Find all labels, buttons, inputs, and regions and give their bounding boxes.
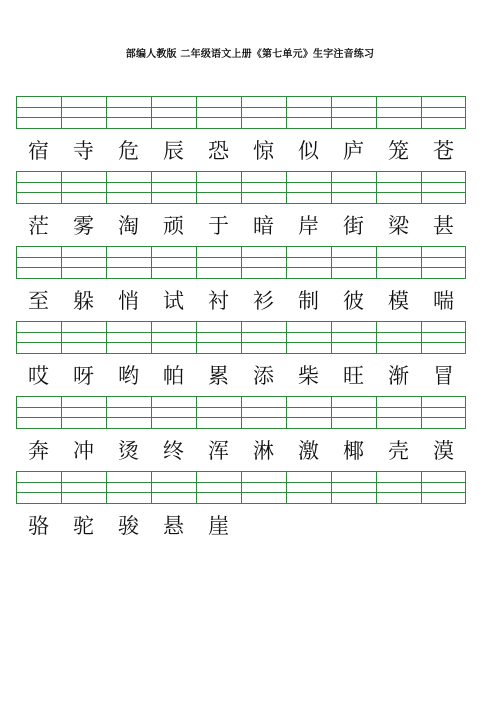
character: 渐 — [388, 364, 409, 388]
character: 彼 — [343, 289, 364, 313]
pinyin-writing-cell — [421, 471, 466, 504]
character: 辰 — [163, 139, 184, 163]
character: 终 — [163, 439, 184, 463]
pinyin-writing-cell — [196, 396, 241, 429]
character: 茫 — [28, 214, 49, 238]
pinyin-writing-cell — [376, 471, 421, 504]
character: 梁 — [388, 214, 409, 238]
character: 呀 — [73, 364, 94, 388]
pinyin-writing-cell — [286, 96, 331, 129]
pinyin-writing-cell — [331, 321, 376, 354]
pinyin-writing-cell — [241, 471, 286, 504]
character: 驼 — [73, 514, 94, 538]
exercise-group — [16, 171, 466, 246]
character: 笼 — [388, 139, 409, 163]
pinyin-writing-cell — [331, 246, 376, 279]
character: 悄 — [118, 289, 139, 313]
character: 添 — [253, 364, 274, 388]
pinyin-writing-cell — [16, 246, 61, 279]
pinyin-writing-cell — [286, 246, 331, 279]
pinyin-grid-row — [16, 471, 466, 504]
character: 苍 — [433, 139, 454, 163]
exercise-group — [16, 321, 466, 396]
character: 宿 — [28, 139, 49, 163]
character: 喘 — [433, 289, 454, 313]
pinyin-writing-cell — [196, 96, 241, 129]
character: 模 — [388, 289, 409, 313]
character: 淋 — [253, 439, 274, 463]
pinyin-writing-cell — [16, 96, 61, 129]
pinyin-writing-cell — [16, 321, 61, 354]
character: 哎 — [28, 364, 49, 388]
pinyin-writing-cell — [421, 396, 466, 429]
pinyin-writing-cell — [16, 171, 61, 204]
character: 岸 — [298, 214, 319, 238]
pinyin-writing-cell — [106, 171, 151, 204]
pinyin-writing-cell — [106, 96, 151, 129]
exercise-group — [16, 246, 466, 321]
character-row — [16, 361, 466, 391]
character: 烫 — [118, 439, 139, 463]
character: 街 — [343, 214, 364, 238]
character: 衫 — [253, 289, 274, 313]
character: 激 — [298, 439, 319, 463]
character: 骏 — [118, 514, 139, 538]
pinyin-writing-cell — [106, 246, 151, 279]
character: 哟 — [118, 364, 139, 388]
character: 暗 — [253, 214, 274, 238]
character: 奔 — [28, 439, 49, 463]
character-row — [16, 211, 466, 241]
character: 甚 — [433, 214, 454, 238]
character: 于 — [208, 214, 229, 238]
pinyin-writing-cell — [151, 96, 196, 129]
character: 危 — [118, 139, 139, 163]
character: 似 — [298, 139, 319, 163]
character: 淘 — [118, 214, 139, 238]
pinyin-exercise — [16, 96, 466, 546]
worksheet-title: 部编人教版 二年级语文上册《第七单元》生字注音练习 — [125, 49, 375, 60]
character: 浑 — [208, 439, 229, 463]
pinyin-writing-cell — [331, 96, 376, 129]
character: 椰 — [343, 439, 364, 463]
character: 寺 — [73, 139, 94, 163]
pinyin-writing-cell — [241, 96, 286, 129]
pinyin-writing-cell — [151, 246, 196, 279]
pinyin-writing-cell — [376, 321, 421, 354]
pinyin-writing-cell — [61, 96, 106, 129]
character: 躲 — [73, 289, 94, 313]
exercise-group — [16, 471, 466, 546]
pinyin-writing-cell — [286, 396, 331, 429]
pinyin-writing-cell — [331, 171, 376, 204]
character: 崖 — [208, 514, 229, 538]
pinyin-writing-cell — [376, 171, 421, 204]
character: 壳 — [388, 439, 409, 463]
pinyin-grid-row — [16, 246, 466, 279]
pinyin-writing-cell — [106, 396, 151, 429]
pinyin-writing-cell — [286, 171, 331, 204]
pinyin-grid-row — [16, 96, 466, 129]
pinyin-writing-cell — [376, 246, 421, 279]
character: 悬 — [163, 514, 184, 538]
character: 骆 — [28, 514, 49, 538]
character: 雾 — [73, 214, 94, 238]
pinyin-writing-cell — [151, 396, 196, 429]
pinyin-writing-cell — [421, 321, 466, 354]
character-row — [16, 136, 466, 166]
pinyin-writing-cell — [61, 396, 106, 429]
pinyin-writing-cell — [61, 471, 106, 504]
pinyin-writing-cell — [331, 396, 376, 429]
pinyin-writing-cell — [61, 171, 106, 204]
pinyin-writing-cell — [151, 471, 196, 504]
character-row — [16, 286, 466, 316]
pinyin-grid-row — [16, 396, 466, 429]
pinyin-writing-cell — [16, 471, 61, 504]
pinyin-writing-cell — [16, 396, 61, 429]
pinyin-writing-cell — [196, 321, 241, 354]
exercise-group — [16, 96, 466, 171]
character: 恐 — [208, 139, 229, 163]
pinyin-writing-cell — [151, 171, 196, 204]
pinyin-writing-cell — [376, 96, 421, 129]
pinyin-writing-cell — [61, 321, 106, 354]
pinyin-writing-cell — [106, 471, 151, 504]
pinyin-writing-cell — [196, 171, 241, 204]
character: 惊 — [253, 139, 274, 163]
pinyin-writing-cell — [241, 321, 286, 354]
character: 旺 — [343, 364, 364, 388]
pinyin-writing-cell — [376, 396, 421, 429]
character: 衬 — [208, 289, 229, 313]
character: 至 — [28, 289, 49, 313]
character: 庐 — [343, 139, 364, 163]
character: 冒 — [433, 364, 454, 388]
character: 柴 — [298, 364, 319, 388]
pinyin-grid-row — [16, 321, 466, 354]
pinyin-grid-row — [16, 171, 466, 204]
character: 累 — [208, 364, 229, 388]
character: 冲 — [73, 439, 94, 463]
pinyin-writing-cell — [421, 246, 466, 279]
pinyin-writing-cell — [286, 471, 331, 504]
pinyin-writing-cell — [61, 246, 106, 279]
pinyin-writing-cell — [151, 321, 196, 354]
pinyin-writing-cell — [196, 246, 241, 279]
pinyin-writing-cell — [106, 321, 151, 354]
character-row — [16, 436, 466, 466]
character: 帕 — [163, 364, 184, 388]
character: 试 — [163, 289, 184, 313]
character: 制 — [298, 289, 319, 313]
pinyin-writing-cell — [421, 96, 466, 129]
pinyin-writing-cell — [241, 396, 286, 429]
exercise-group — [16, 396, 466, 471]
pinyin-writing-cell — [241, 246, 286, 279]
pinyin-writing-cell — [286, 321, 331, 354]
pinyin-writing-cell — [421, 171, 466, 204]
pinyin-writing-cell — [241, 171, 286, 204]
character: 漠 — [433, 439, 454, 463]
character: 顽 — [163, 214, 184, 238]
pinyin-writing-cell — [331, 471, 376, 504]
pinyin-writing-cell — [196, 471, 241, 504]
character-row — [16, 511, 466, 541]
